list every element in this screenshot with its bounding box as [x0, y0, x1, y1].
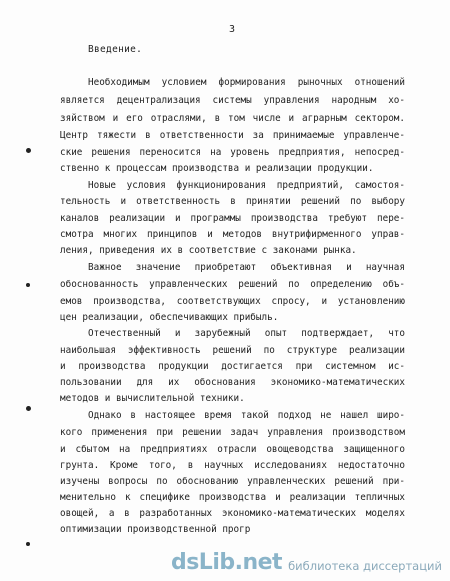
text-line: емов производства, соответствующих спросу, и установлению [60, 296, 405, 307]
text-line: смотра многих принципов и методов внутрифирменного управ- [60, 229, 405, 240]
binder-hole-mark [26, 283, 30, 287]
text-line: Отечественный и зарубежный опыт подтверждает, что [88, 328, 405, 339]
watermark [171, 550, 442, 575]
text-line: зяйством и его отраслями, в том числе и аграрным сектором. [60, 113, 405, 124]
text-line: цен реализации, обеспечивающих прибыль. [60, 312, 279, 323]
page-number: 3 [229, 24, 236, 35]
text-line: грунта. Кроме того, в научных исследованиях недостаточно [60, 460, 405, 471]
text-line: методов и вычислительной техники. [60, 393, 245, 404]
text-line: овощей, а в разработанных экономико-математических моделях [60, 508, 405, 519]
text-line: кого применения при решении задач управления производством [60, 427, 405, 438]
text-line: ственно к процессам производства и реализации продукции. [60, 163, 374, 174]
text-line: Центр тяжести в ответственности за принимаемые управленче- [60, 130, 405, 141]
text-line: изучены вопросы по обоснованию управленческих решений при- [60, 476, 405, 487]
text-line: Важное значение приобретают объективная и научная [88, 262, 405, 273]
text-line: пользовании для их обоснования экономико-математических [60, 377, 405, 388]
text-line: обоснованность управленческих решений по определению объ- [60, 279, 405, 290]
watermark-logo: dsLib.net [170, 550, 283, 575]
text-line: является децентрализация системы управления народным хо- [60, 95, 405, 106]
text-line: Необходимым условием формирования рыночных отношений [88, 77, 405, 88]
binder-hole-mark [26, 542, 30, 546]
text-line: и сбытом на предприятиях отрасли овощеводства защищенного [60, 444, 405, 455]
binder-hole-mark [26, 406, 31, 411]
watermark-text: библиотека диссертаций [288, 558, 442, 573]
section-heading: Введение. [88, 44, 143, 55]
binder-hole-mark [26, 148, 31, 153]
text-line: и производства продукции достигается при системном ис- [60, 361, 405, 372]
text-line: оптимизации производственной прогр [60, 524, 251, 535]
text-line: ские решения переносится на уровень предприятия, непосред- [60, 147, 405, 158]
text-line: каналов реализации и программы производства требуют пере- [60, 213, 405, 224]
text-line: менительно к специфике производства и реализации тепличных [60, 492, 405, 503]
text-line: ления, приведения их в соответствие с законами рынка. [60, 245, 357, 256]
text-line: наибольшая эффективность решений по структуре реализации [60, 345, 405, 356]
text-line: тельность и ответственность в принятии решений по выбору [60, 196, 405, 207]
text-line: Однако в настоящее время такой подход не нашел широ- [88, 410, 405, 421]
text-line: Новые условия функционирования предприятий, самостоя- [88, 180, 405, 191]
